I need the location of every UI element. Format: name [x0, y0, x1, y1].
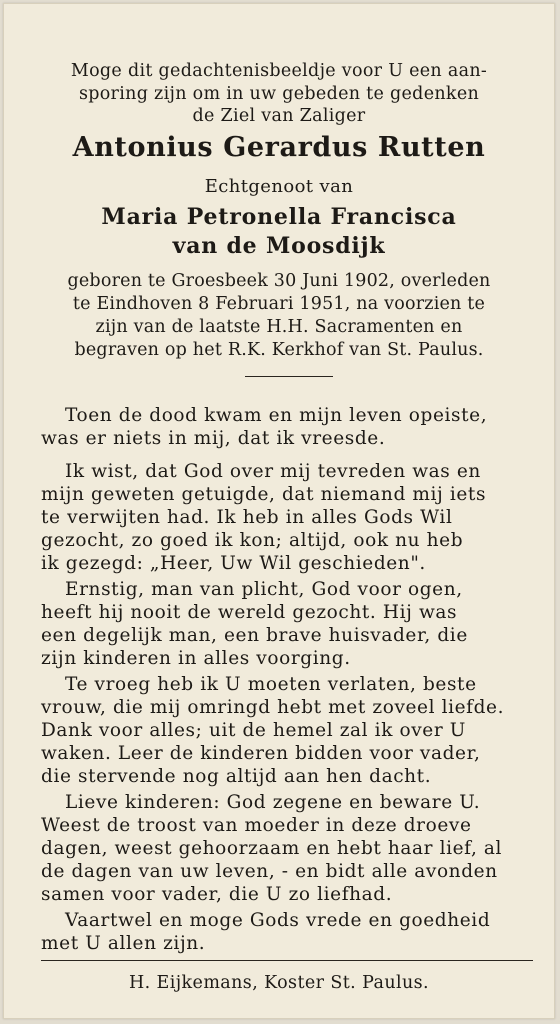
printer-credit: H. Eijkemans, Koster St. Paulus. — [128, 973, 430, 993]
prayer-line: vrouw, die mij omringd hebt met zoveel liefde. — [41, 697, 505, 718]
intro-line: Moge dit gedachtenisbeeldje voor U een aan- — [70, 61, 488, 81]
prayer-line: Ernstig, man van plicht, God voor ogen, — [65, 579, 463, 600]
prayer-line: Dank voor alles; uit de hemel zal ik over U — [41, 720, 466, 741]
spouse-label: Echtgenoot van — [204, 176, 354, 197]
prayer-line: een degelijk man, een brave huisvader, die — [41, 625, 468, 646]
prayer-line: ik gezegd: „Heer, Uw Wil geschieden". — [41, 553, 426, 574]
prayer-line: Ik wist, dat God over mij tevreden was en — [65, 461, 481, 482]
deceased-name: Antonius Gerardus Rutten — [72, 132, 486, 163]
prayer-line: Te vroeg heb ik U moeten verlaten, beste — [65, 674, 477, 695]
prayer-line: Vaartwel en moge Gods vrede en goedheid — [65, 910, 491, 931]
prayer-line: dagen, weest gehoorzaam en hebt haar lief, al — [41, 838, 503, 859]
prayer-line: was er niets in mij, dat ik vreesde. — [41, 428, 386, 449]
divider-short — [245, 376, 333, 377]
prayer-line: heeft hij nooit de wereld gezocht. Hij was — [41, 602, 458, 623]
intro-line: sporing zijn om in uw gebeden te gedenken — [78, 84, 480, 104]
prayer-line: die stervende nog altijd aan hen dacht. — [41, 766, 432, 787]
biography-line: geboren te Groesbeek 30 Juni 1902, overleden — [67, 271, 491, 291]
prayer-line: samen voor vader, die U zo liefhad. — [41, 884, 393, 905]
prayer-line: zijn kinderen in alles voorging. — [41, 648, 351, 669]
prayer-line: met U allen zijn. — [41, 933, 206, 954]
divider-long — [41, 960, 533, 961]
prayer-line: waken. Leer de kinderen bidden voor vader, — [41, 743, 481, 764]
spouse-name-line: Maria Petronella Francisca — [101, 204, 457, 230]
prayer-line: mijn geweten getuigde, dat niemand mij iets — [41, 484, 487, 505]
prayer-line: Lieve kinderen: God zegene en beware U. — [65, 792, 481, 813]
prayer-line: Weest de troost van moeder in deze droeve — [41, 815, 472, 836]
biography-line: zijn van de laatste H.H. Sacramenten en — [95, 317, 463, 337]
spouse-name-line: van de Moosdijk — [172, 233, 386, 259]
memorial-card — [3, 3, 555, 1019]
biography-line: te Eindhoven 8 Februari 1951, na voorzien te — [72, 294, 486, 314]
prayer-line: te verwijten had. Ik heb in alles Gods Wil — [41, 507, 453, 528]
prayer-line: gezocht, zo goed ik kon; altijd, ook nu heb — [41, 530, 464, 551]
prayer-line: de dagen van uw leven, - en bidt alle avonden — [41, 861, 498, 882]
prayer-line: Toen de dood kwam en mijn leven opeiste, — [65, 405, 488, 426]
intro-line: de Ziel van Zaliger — [192, 106, 366, 126]
biography-line: begraven op het R.K. Kerkhof van St. Paulus. — [74, 340, 484, 360]
